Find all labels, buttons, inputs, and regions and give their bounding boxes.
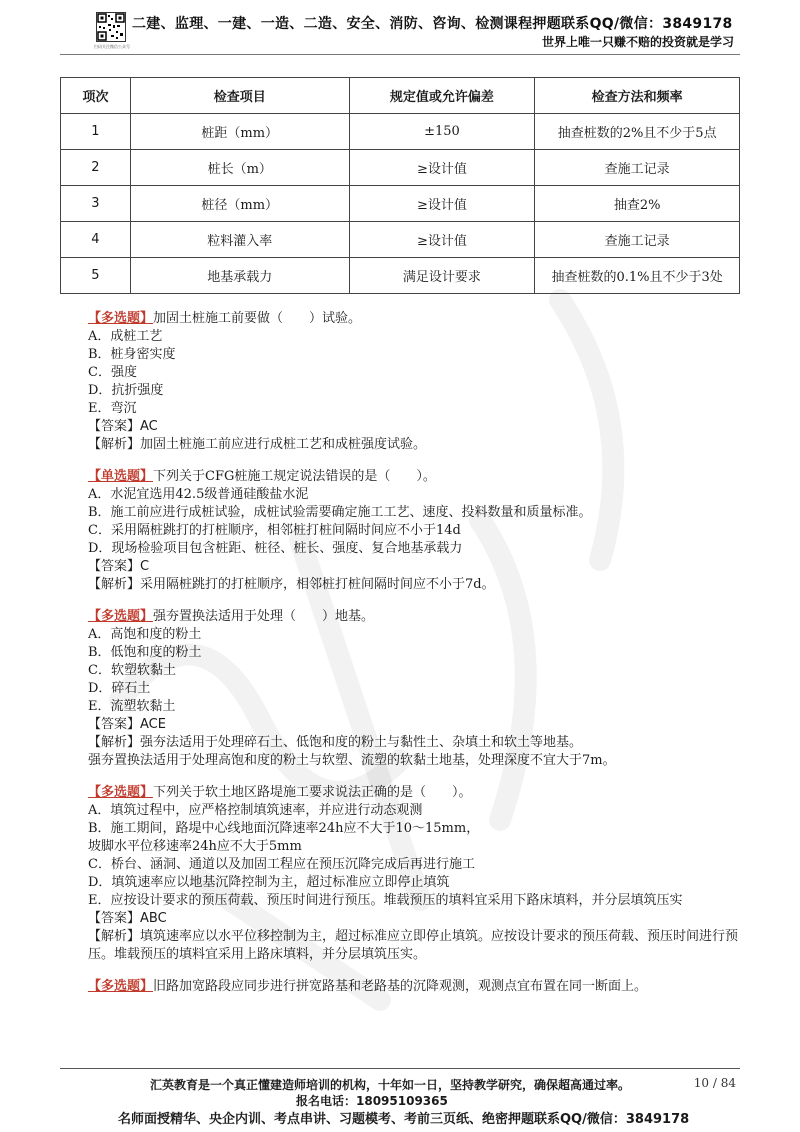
table-cell: 5 xyxy=(61,258,131,294)
qr-code-icon xyxy=(96,12,126,42)
answer-line: 【答案】ABC xyxy=(88,911,167,926)
footer-divider xyxy=(60,1068,740,1069)
table-cell: 4 xyxy=(61,222,131,258)
question-option: A．填筑过程中，应严格控制填筑速率，并应进行动态观测 xyxy=(88,803,423,818)
question-type-tag: 【单选题】 xyxy=(88,469,154,484)
question-stem: 【多选题】下列关于软土地区路堤施工要求说法正确的是（ ）。 xyxy=(88,785,472,800)
question-option: A．水泥宜选用42.5级普通硅酸盐水泥 xyxy=(88,487,309,502)
question-option: E．应按设计要求的预压荷载、预压时间进行预压。堆载预压的填料宜采用下路床填料，并分层填筑压实 xyxy=(88,893,683,908)
table-cell: 桩径（mm） xyxy=(130,186,349,222)
table-cell: ≥设计值 xyxy=(349,150,535,186)
question-option: D．碎石土 xyxy=(88,681,151,696)
question-type-tag: 【多选题】 xyxy=(88,609,154,624)
question-block xyxy=(88,608,748,770)
question-option: E．弯沉 xyxy=(88,401,137,416)
inspection-table xyxy=(60,77,740,294)
question-type-tag: 【多选题】 xyxy=(88,311,154,326)
table-cell: 地基承载力 xyxy=(130,258,349,294)
question-option: A．成桩工艺 xyxy=(88,329,163,344)
footer-phone: 报名电话：18095109365 xyxy=(296,1094,448,1108)
page-header xyxy=(0,0,800,60)
analysis-line: 【解析】强夯法适用于处理碎石土、低饱和度的粉土与黏性土、杂填土和软土等地基。 xyxy=(88,735,583,750)
question-block xyxy=(88,978,748,996)
table-cell: ≥设计值 xyxy=(349,186,535,222)
table-cell: ±150 xyxy=(349,114,535,150)
question-stem: 【多选题】旧路加宽路段应同步进行拼宽路基和老路基的沉降观测，观测点宜布置在同一断面上。 xyxy=(88,979,648,994)
table-cell: 2 xyxy=(61,150,131,186)
question-block xyxy=(88,784,748,964)
answer-line: 【答案】AC xyxy=(88,419,158,434)
question-option: D．抗折强度 xyxy=(88,383,164,398)
question-option: B．施工前应进行成桩试验，成桩试验需要确定施工工艺、速度、投料数量和质量标准。 xyxy=(88,505,592,520)
table-cell: 桩长（m） xyxy=(130,150,349,186)
question-type-tag: 【多选题】 xyxy=(88,979,154,994)
footer-slogan: 汇英教育是一个真正懂建造师培训的机构，十年如一日，坚持教学研究，确保超高通过率。 xyxy=(150,1078,631,1092)
analysis-line: 【解析】填筑速率应以水平位移控制为主，超过标准应立即停止填筑。应按设计要求的预压荷载、预压时间进行预压。堆载预压的填料宜采用上路床填料，并分层填筑压实。 xyxy=(88,929,739,962)
table-cell: 抽查桩数的2%且不少于5点 xyxy=(535,114,740,150)
table-row xyxy=(61,186,740,222)
header-divider xyxy=(60,54,740,55)
footer-contact: 名师面授精华、央企内训、考点串讲、习题模考、考前三页纸、绝密押题联系QQ/微信：3849178 xyxy=(118,1112,690,1127)
header-slogan: 世界上唯一只赚不赔的投资就是学习 xyxy=(541,35,734,49)
question-stem: 【多选题】强夯置换法适用于处理（ ）地基。 xyxy=(88,609,375,624)
qr-caption: 扫码关注微信公众号 xyxy=(94,44,130,49)
table-cell: 桩距（mm） xyxy=(130,114,349,150)
table-header-cell: 检查方法和频率 xyxy=(535,78,740,114)
analysis-line: 【解析】采用隔桩跳打的打桩顺序，相邻桩打桩间隔时间应不小于7d。 xyxy=(88,577,495,592)
table-cell: 查施工记录 xyxy=(535,150,740,186)
question-option: C．软塑软黏土 xyxy=(88,663,176,678)
table-cell: 粒料灌入率 xyxy=(130,222,349,258)
table-cell: 抽查2% xyxy=(535,186,740,222)
table-header-cell: 检查项目 xyxy=(130,78,349,114)
answer-line: 【答案】C xyxy=(88,559,150,574)
table-header-cell: 项次 xyxy=(61,78,131,114)
table-cell: 满足设计要求 xyxy=(349,258,535,294)
table-row xyxy=(61,222,740,258)
question-option: C．强度 xyxy=(88,365,137,380)
header-contact-text: 二建、监理、一建、一造、二造、安全、消防、咨询、检测课程押题联系QQ/微信：3849178 xyxy=(132,16,733,32)
table-cell: 3 xyxy=(61,186,131,222)
question-option: B．施工期间，路堤中心线地面沉降速率24h应不大于10～15mm， xyxy=(88,821,480,836)
question-option: B．低饱和度的粉土 xyxy=(88,645,202,660)
question-option: D．填筑速率应以地基沉降控制为主，超过标准应立即停止填筑 xyxy=(88,875,450,890)
table-row xyxy=(61,114,740,150)
question-block xyxy=(88,468,748,594)
table-cell: 查施工记录 xyxy=(535,222,740,258)
question-stem: 【单选题】下列关于CFG桩施工规定说法错误的是（ ）。 xyxy=(88,469,436,484)
table-cell: ≥设计值 xyxy=(349,222,535,258)
question-list xyxy=(88,310,748,1010)
question-stem: 【多选题】加固土桩施工前要做（ ）试验。 xyxy=(88,311,362,326)
answer-line: 【答案】ACE xyxy=(88,717,166,732)
table-cell: 抽查桩数的0.1%且不少于3处 xyxy=(535,258,740,294)
analysis-line: 【解析】加固土桩施工前应进行成桩工艺和成桩强度试验。 xyxy=(88,437,427,452)
question-option: C．采用隔桩跳打的打桩顺序，相邻桩打桩间隔时间应不小于14d xyxy=(88,523,461,538)
question-option: A．高饱和度的粉土 xyxy=(88,627,202,642)
question-option: 坡脚水平位移速率24h应不大于5mm xyxy=(88,839,302,854)
page-number: 10 / 84 xyxy=(693,1076,736,1090)
table-header-cell: 规定值或允许偏差 xyxy=(349,78,535,114)
question-option: E．流塑软黏土 xyxy=(88,699,176,714)
table-header-row xyxy=(61,78,740,114)
question-option: D．现场检验项目包含桩距、桩径、桩长、强度、复合地基承载力 xyxy=(88,541,463,556)
question-type-tag: 【多选题】 xyxy=(88,785,154,800)
table-row xyxy=(61,150,740,186)
question-block xyxy=(88,310,748,454)
analysis-line: 强夯置换法适用于处理高饱和度的粉土与软塑、流塑的软黏土地基，处理深度不宜大于7m。 xyxy=(88,753,616,768)
question-option: B．桩身密实度 xyxy=(88,347,176,362)
question-option: C．桥台、涵洞、通道以及加固工程应在预压沉降完成后再进行施工 xyxy=(88,857,475,872)
table-cell: 1 xyxy=(61,114,131,150)
table-row xyxy=(61,258,740,294)
